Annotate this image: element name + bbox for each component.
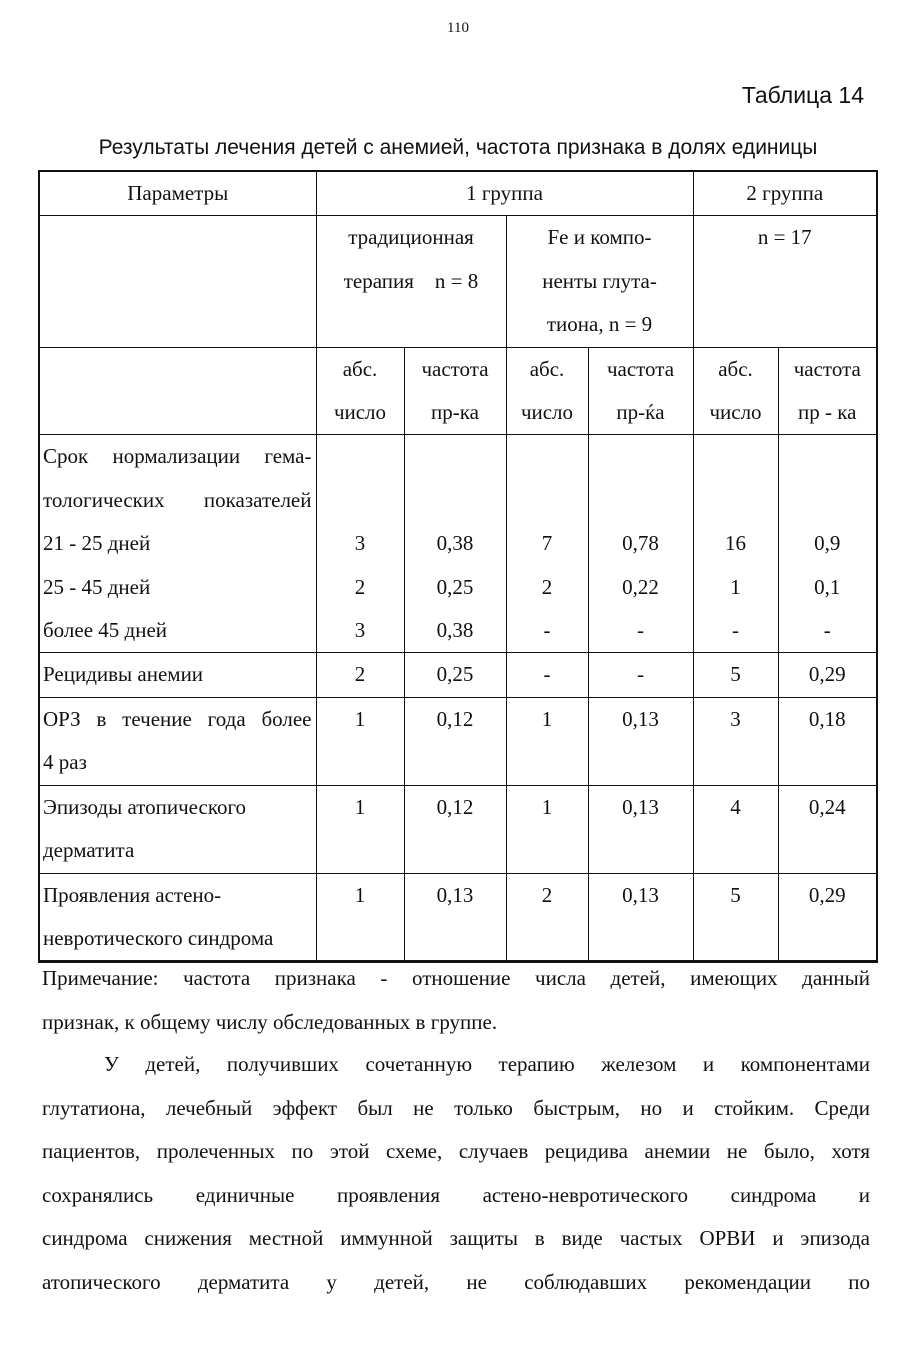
cell-value: 1 bbox=[316, 873, 404, 962]
table-caption: Результаты лечения детей с анемией, частота признака в долях единицы bbox=[98, 136, 818, 159]
header-subgroup-n17: n = 17 bbox=[693, 216, 877, 347]
header-freq: частота пр-ќа bbox=[588, 347, 693, 435]
table-label: Таблица 14 bbox=[741, 82, 864, 108]
header-abs: абс. число bbox=[693, 347, 778, 435]
header-group1: 1 группа bbox=[316, 171, 693, 216]
header-empty bbox=[39, 347, 316, 435]
cell-value: 3 2 3 bbox=[316, 435, 404, 653]
cell-value: 0,12 bbox=[404, 785, 506, 873]
cell-value: 0,13 bbox=[404, 873, 506, 962]
cell-value: 0,38 0,25 0,38 bbox=[404, 435, 506, 653]
paragraph-line: глутатиона, лечебный эффект был не только быстрым, но и стойким. Среди bbox=[42, 1095, 870, 1120]
header-subgroup-fe: Fe и компо- ненты глута- тиона, n = 9 bbox=[506, 216, 693, 347]
table-note bbox=[42, 957, 870, 1044]
body-paragraph bbox=[42, 1043, 870, 1304]
cell-value: 0,13 bbox=[588, 873, 693, 962]
header-subgroup-traditional: традиционная терапия n = 8 bbox=[316, 216, 506, 347]
cell-value: 1 bbox=[506, 697, 588, 785]
cell-value: - bbox=[506, 653, 588, 697]
cell-value: 5 bbox=[693, 873, 778, 962]
table-row bbox=[39, 785, 877, 873]
header-row-subgroups bbox=[39, 216, 877, 347]
table-row bbox=[39, 435, 877, 653]
cell-value: 0,29 bbox=[778, 653, 877, 697]
cell-value: 0,12 bbox=[404, 697, 506, 785]
cell-value: 0,78 0,22 - bbox=[588, 435, 693, 653]
header-empty bbox=[39, 216, 316, 347]
header-abs: абс. число bbox=[506, 347, 588, 435]
paragraph-line: У детей, получивших сочетанную терапию железом и компонентами bbox=[104, 1052, 870, 1076]
cell-value: 0,18 bbox=[778, 697, 877, 785]
header-abs: абс. число bbox=[316, 347, 404, 435]
cell-value: 2 bbox=[506, 873, 588, 962]
cell-value: 0,13 bbox=[588, 785, 693, 873]
row-label: ОРЗ в течение года более 4 раз bbox=[39, 697, 316, 785]
cell-value: 2 bbox=[316, 653, 404, 697]
cell-value: 4 bbox=[693, 785, 778, 873]
table-row bbox=[39, 873, 877, 962]
cell-value: 0,13 bbox=[588, 697, 693, 785]
cell-value: 16 1 - bbox=[693, 435, 778, 653]
table-row bbox=[39, 697, 877, 785]
header-row-groups bbox=[39, 171, 877, 216]
header-freq: частота пр - ка bbox=[778, 347, 877, 435]
cell-value: 0,29 bbox=[778, 873, 877, 962]
row-label: Проявления астено- невротического синдрома bbox=[39, 873, 316, 962]
table-row bbox=[39, 653, 877, 697]
cell-value: 0,24 bbox=[778, 785, 877, 873]
row-label: Срок нормализации гема- тологических показателей 21 - 25 дней 25 - 45 дней более 45 дней bbox=[39, 435, 316, 653]
row-label: Рецидивы анемии bbox=[39, 653, 316, 697]
cell-value: 7 2 - bbox=[506, 435, 588, 653]
cell-value: 0,25 bbox=[404, 653, 506, 697]
paragraph-line: атопического дерматита у детей, не соблюдавших рекомендации по bbox=[42, 1269, 870, 1294]
page-number: 110 bbox=[447, 20, 469, 36]
cell-value: 3 bbox=[693, 697, 778, 785]
cell-value: 0,9 0,1 - bbox=[778, 435, 877, 653]
note-line: признак, к общему числу обследованных в группе. bbox=[42, 1009, 498, 1034]
header-group2: 2 группа bbox=[693, 171, 877, 216]
paragraph-line: синдрома снижения местной иммунной защиты в виде частых ОРВИ и эпизода bbox=[42, 1226, 870, 1250]
cell-value: 1 bbox=[316, 785, 404, 873]
header-params: Параметры bbox=[39, 171, 316, 216]
paragraph-line: сохранялись единичные проявления астено-невротического синдрома и bbox=[42, 1182, 870, 1207]
row-label: Эпизоды атопического дерматита bbox=[39, 785, 316, 873]
results-table bbox=[38, 170, 878, 963]
header-freq: частота пр-ка bbox=[404, 347, 506, 435]
paragraph-line: пациентов, пролеченных по этой схеме, случаев рецидива анемии не было, хотя bbox=[42, 1139, 870, 1163]
cell-value: 1 bbox=[506, 785, 588, 873]
cell-value: 5 bbox=[693, 653, 778, 697]
note-line: Примечание: частота признака - отношение числа детей, имеющих данный bbox=[42, 966, 870, 990]
header-row-columns bbox=[39, 347, 877, 435]
cell-value: - bbox=[588, 653, 693, 697]
cell-value: 1 bbox=[316, 697, 404, 785]
